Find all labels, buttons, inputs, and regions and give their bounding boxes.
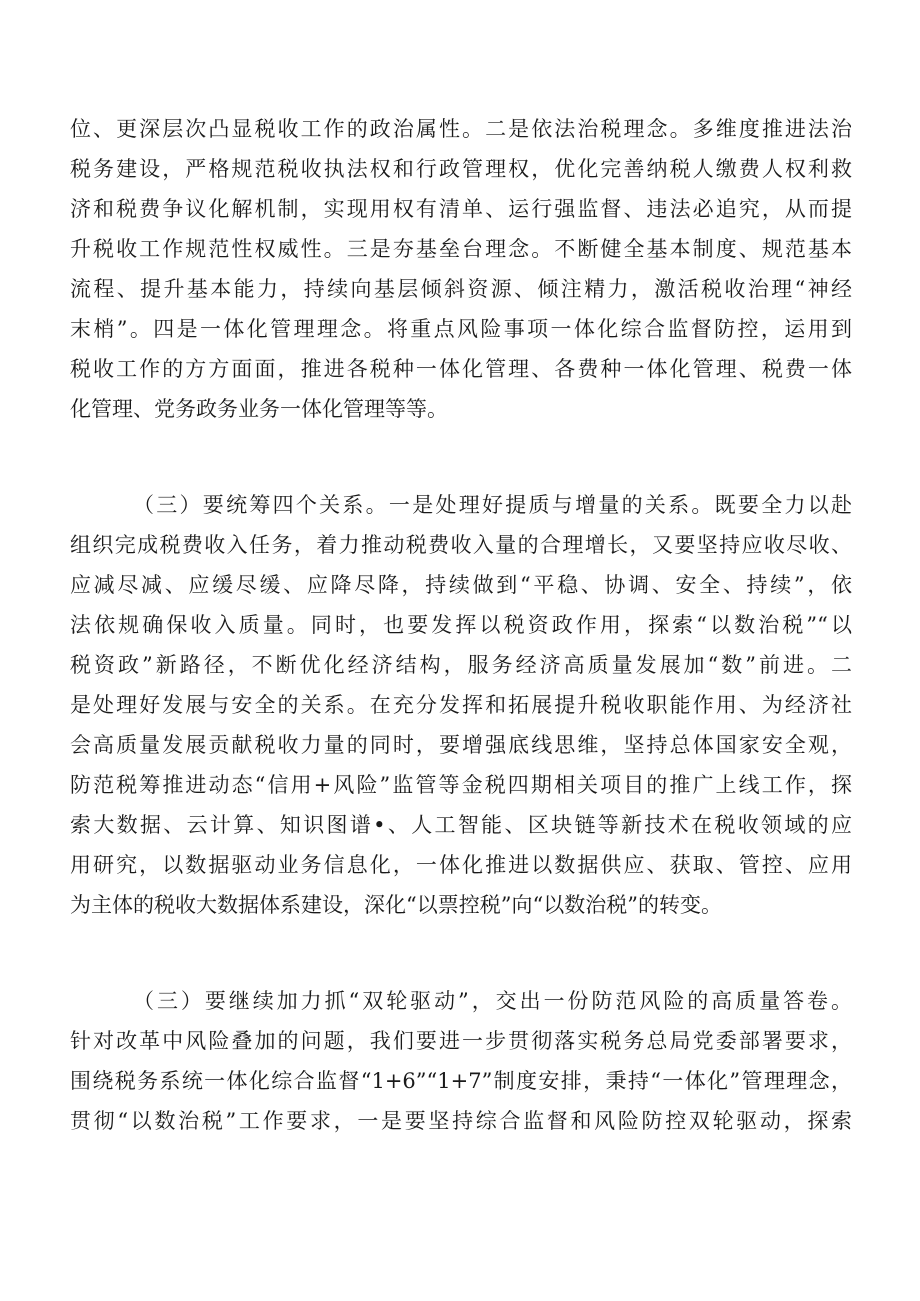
text-line: 防范税筹推进动态“信用+风险”监管等金税四期相关项目的推广上线工作，探 (70, 773, 852, 797)
text-line: 流程、提升基本能力，持续向基层倾斜资源、倾注精力，激活税收治理“神经 (70, 277, 852, 301)
text-line: 位、更深层次凸显税收工作的政治属性。二是依法治税理念。多维度推进法治 (70, 117, 852, 141)
text-line: 为主体的税收大数据体系建设，深化“以票控税”向“以数治税”的转变。 (70, 893, 722, 917)
text-line: 末梢”。四是一体化管理理念。将重点风险事项一体化综合监督防控，运用到 (70, 317, 852, 341)
text-line: （三）要统筹四个关系。一是处理好提质与增量的关系。既要全力以赴 (133, 493, 852, 517)
text-line: 升税收工作规范性权威性。三是夯基垒台理念。不断健全基本制度、规范基本 (70, 237, 852, 261)
text-line: 化管理、党务政务业务一体化管理等等。 (70, 397, 448, 421)
text-line: 会高质量发展贡献税收力量的同时，要增强底线思维，坚持总体国家安全观， (70, 733, 852, 757)
text-line: 贯彻“以数治税”工作要求，一是要坚持综合监督和风险防控双轮驱动，探索 (70, 1109, 852, 1133)
text-line: 法依规确保收入质量。同时，也要发挥以税资政作用，探索“以数治税”“以 (70, 613, 852, 637)
text-line: 税收工作的方方面面，推进各税种一体化管理、各费种一体化管理、税费一体 (70, 357, 852, 381)
text-line: 济和税费争议化解机制，实现用权有清单、运行强监督、违法必追究，从而提 (70, 197, 852, 221)
text-line: 用研究，以数据驱动业务信息化，一体化推进以数据供应、获取、管控、应用 (70, 853, 852, 877)
text-line: 税资政”新路径，不断优化经济结构，服务经济高质量发展加“数”前进。二 (70, 653, 852, 677)
text-line: 组织完成税费收入任务，着力推动税费收入量的合理增长，又要坚持应收尽收、 (70, 533, 852, 557)
text-line: 围绕税务系统一体化综合监督“1+6”“1+7”制度安排，秉持“一体化”管理理念， (70, 1069, 852, 1093)
text-line: 应减尽减、应缓尽缓、应降尽降，持续做到“平稳、协调、安全、持续”，依 (70, 573, 852, 597)
text-line: （三）要继续加力抓“双轮驱动”，交出一份防范风险的高质量答卷。 (133, 989, 852, 1013)
text-line: 索大数据、云计算、知识图谱•、人工智能、区块链等新技术在税收领域的应 (70, 813, 852, 837)
text-line: 税务建设，严格规范税收执法权和行政管理权，优化完善纳税人缴费人权利救 (70, 157, 852, 181)
text-line: 针对改革中风险叠加的问题，我们要进一步贯彻落实税务总局党委部署要求， (70, 1029, 852, 1053)
text-line: 是处理好发展与安全的关系。在充分发挥和拓展提升税收职能作用、为经济社 (70, 693, 852, 717)
